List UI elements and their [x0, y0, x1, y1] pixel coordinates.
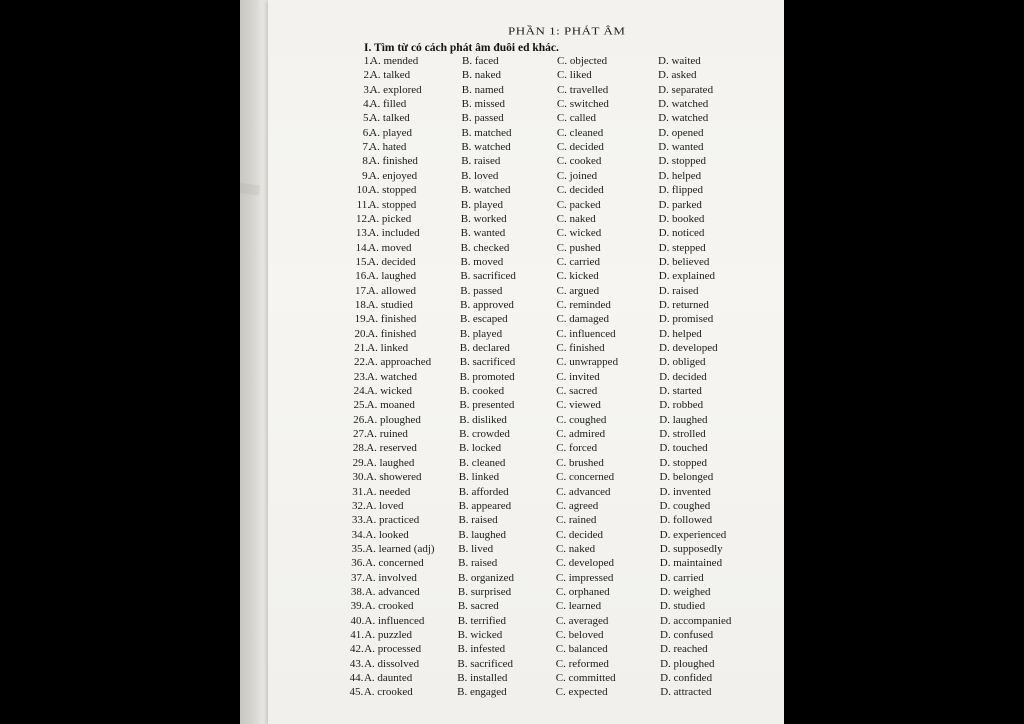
table-edge-shadow: [240, 174, 260, 195]
option-c: C. switched: [556, 98, 609, 111]
question-number: 20.: [354, 327, 369, 340]
option-d: D. opened: [658, 126, 704, 139]
question-row: [268, 184, 784, 198]
option-a: A. laughed: [367, 270, 417, 283]
option-a: A. stopped: [368, 198, 417, 211]
option-c: C. admired: [556, 428, 606, 441]
option-b: B. wicked: [457, 629, 503, 641]
option-b: B. installed: [457, 672, 508, 685]
question-row: [268, 155, 784, 169]
question-row: [268, 428, 784, 442]
option-d: D. attracted: [660, 686, 712, 699]
option-b: B. afforded: [458, 485, 509, 498]
option-a: A. ploughed: [366, 413, 421, 426]
option-d: D. followed: [659, 514, 713, 527]
option-d: D. wanted: [658, 141, 704, 154]
question-list: [268, 0, 784, 724]
question-number: 21.: [354, 342, 368, 354]
option-b: B. locked: [459, 442, 502, 455]
option-d: D. invented: [659, 485, 711, 498]
question-row: [268, 399, 784, 413]
option-a: A. stopped: [368, 184, 417, 197]
option-d: D. experienced: [659, 528, 727, 541]
part-title: PHẦN 1: PHÁT ÂM: [508, 25, 626, 37]
question-number: 34.: [351, 528, 366, 541]
option-a: A. allowed: [367, 284, 417, 297]
option-c: C. joined: [556, 169, 598, 182]
option-a: A. decided: [368, 255, 416, 268]
option-c: C. agreed: [556, 499, 599, 512]
option-a: A. included: [368, 227, 420, 240]
option-c: C. decided: [556, 184, 604, 197]
question-number: 42.: [350, 643, 364, 656]
question-row: [268, 313, 784, 327]
question-number: 23.: [353, 370, 368, 383]
option-c: C. impressed: [555, 571, 614, 584]
option-b: B. escaped: [460, 313, 508, 326]
option-a: A. daunted: [363, 672, 413, 685]
question-row: [268, 629, 784, 643]
option-d: D. belonged: [659, 471, 714, 484]
option-b: B. cleaned: [458, 456, 506, 469]
question-row: [268, 285, 784, 299]
option-d: D. believed: [658, 255, 710, 268]
option-c: C. argued: [556, 284, 600, 297]
question-number: 16.: [355, 270, 369, 283]
option-b: B. matched: [461, 126, 512, 139]
question-number: 22.: [354, 356, 368, 369]
option-a: A. watched: [366, 370, 417, 383]
option-a: A. moved: [368, 241, 412, 254]
option-d: D. helped: [658, 169, 702, 182]
option-b: B. played: [460, 198, 504, 211]
question-number: 44.: [349, 672, 364, 685]
question-number: 11.: [356, 198, 370, 211]
option-b: B. moved: [460, 255, 504, 268]
question-number: 32.: [352, 499, 366, 512]
option-d: D. flipped: [658, 184, 704, 197]
option-a: A. dissolved: [364, 657, 420, 670]
question-row: [268, 98, 784, 112]
option-a: A. ruined: [366, 428, 408, 441]
question-number: 24.: [353, 385, 368, 398]
question-row: [268, 529, 784, 543]
option-a: A. talked: [369, 69, 411, 82]
option-b: B. terrified: [457, 614, 506, 627]
option-c: C. carried: [556, 255, 600, 268]
question-row: [268, 500, 784, 514]
option-c: C. cooked: [556, 155, 602, 168]
question-number: 25.: [353, 399, 368, 412]
option-b: B. lived: [458, 542, 494, 555]
option-b: B. linked: [458, 471, 500, 484]
option-a: A. talked: [369, 112, 410, 125]
option-d: D. weighed: [659, 585, 711, 598]
option-a: A. enjoyed: [368, 169, 418, 182]
option-d: D. returned: [658, 298, 709, 311]
question-row: [268, 442, 784, 456]
option-a: A. finished: [367, 327, 417, 340]
option-d: D. watched: [658, 98, 709, 111]
option-c: C. finished: [556, 342, 605, 354]
question-row: [268, 170, 784, 184]
option-b: B. infested: [457, 643, 506, 656]
option-b: B. sacrificed: [460, 270, 516, 283]
option-d: D. touched: [659, 442, 708, 455]
option-c: C. influenced: [556, 327, 616, 340]
option-a: A. explored: [369, 83, 422, 96]
question-row: [268, 514, 784, 528]
option-d: D. booked: [658, 212, 705, 225]
option-c: C. pushed: [556, 241, 601, 254]
option-a: A. linked: [367, 342, 409, 354]
option-b: B. surprised: [457, 585, 512, 598]
option-c: C. liked: [556, 69, 592, 82]
option-a: A. crooked: [363, 686, 413, 699]
option-b: B. missed: [461, 98, 506, 111]
option-d: D. carried: [659, 571, 704, 584]
option-b: B. raised: [461, 155, 501, 168]
question-number: 29.: [352, 456, 367, 469]
section-heading: I. Tìm từ có cách phát âm đuôi ed khác.: [364, 42, 559, 54]
option-b: B. naked: [461, 69, 501, 82]
option-d: D. promised: [658, 313, 714, 326]
option-c: C. damaged: [556, 313, 609, 326]
option-a: A. moaned: [366, 399, 415, 412]
option-b: B. laughed: [458, 528, 507, 541]
option-d: D. coughed: [659, 499, 711, 512]
question-row: [268, 270, 784, 284]
question-number: 15.: [355, 255, 370, 268]
question-row: [268, 84, 784, 98]
question-row: [268, 586, 784, 600]
option-b: B. promoted: [459, 370, 515, 383]
question-row: [268, 356, 784, 370]
question-row: [268, 55, 784, 69]
option-d: D. laughed: [659, 413, 708, 426]
option-d: D. started: [659, 385, 702, 398]
option-c: C. objected: [557, 55, 608, 67]
option-a: A. advanced: [364, 585, 420, 598]
option-d: D. separated: [658, 83, 714, 96]
question-row: [268, 643, 784, 657]
option-a: A. crooked: [364, 600, 414, 613]
question-number: 5.: [362, 112, 372, 125]
option-d: D. stepped: [658, 241, 706, 254]
question-row: [268, 112, 784, 126]
question-number: 27.: [353, 428, 367, 441]
option-d: D. developed: [659, 342, 718, 354]
option-a: A. looked: [365, 528, 409, 541]
option-a: A. puzzled: [364, 629, 413, 641]
option-a: A. showered: [365, 471, 422, 484]
option-c: C. decided: [556, 528, 604, 541]
question-number: 40.: [350, 614, 365, 627]
question-number: 12.: [356, 212, 370, 225]
option-d: D. waited: [658, 55, 701, 67]
question-number: 14.: [355, 241, 370, 254]
question-number: 35.: [351, 542, 366, 555]
option-a: A. finished: [369, 155, 418, 168]
question-row: [268, 242, 784, 256]
question-number: 10.: [356, 184, 371, 197]
question-row: [268, 457, 784, 471]
option-a: A. processed: [364, 643, 422, 656]
option-a: A. approached: [367, 356, 432, 369]
paper-sheet: [268, 0, 784, 724]
question-row: [268, 328, 784, 342]
option-a: A. filled: [369, 98, 407, 111]
option-b: B. presented: [459, 399, 515, 412]
question-row: [268, 572, 784, 586]
option-b: B. sacrificed: [457, 657, 513, 670]
question-row: [268, 414, 784, 428]
option-a: A. finished: [367, 313, 417, 326]
option-d: D. noticed: [658, 227, 705, 240]
question-number: 38.: [350, 585, 365, 598]
option-d: D. helped: [658, 327, 702, 340]
option-a: A. studied: [367, 298, 413, 311]
option-d: D. stopped: [658, 155, 707, 168]
question-row: [268, 299, 784, 313]
option-d: D. parked: [658, 198, 702, 211]
option-a: A. played: [369, 126, 413, 139]
question-number: 17.: [355, 284, 369, 297]
question-number: 26.: [353, 413, 367, 426]
option-c: C. rained: [556, 514, 597, 527]
question-number: 39.: [350, 600, 365, 613]
option-a: A. laughed: [366, 456, 415, 469]
option-b: B. watched: [461, 141, 511, 154]
option-c: C. called: [556, 112, 596, 125]
option-c: C. advanced: [556, 485, 611, 498]
question-number: 19.: [354, 313, 369, 326]
option-a: A. learned (adj): [365, 542, 435, 555]
option-a: A. hated: [369, 141, 407, 154]
option-a: A. picked: [368, 212, 412, 225]
question-number: 2.: [363, 69, 372, 82]
question-number: 9.: [362, 169, 371, 182]
option-d: D. stopped: [659, 456, 708, 469]
option-a: A. influenced: [364, 614, 425, 627]
option-a: A. reserved: [366, 442, 417, 455]
question-number: 6.: [362, 126, 371, 139]
option-d: D. explained: [658, 270, 715, 283]
question-row: [268, 141, 784, 155]
option-b: B. raised: [458, 557, 498, 570]
option-c: C. committed: [555, 672, 616, 685]
option-c: C. packed: [556, 198, 601, 211]
option-c: C. viewed: [556, 399, 601, 412]
option-b: B. loved: [461, 169, 499, 182]
option-b: B. passed: [461, 112, 504, 125]
question-number: 45.: [349, 686, 364, 699]
question-number: 37.: [351, 571, 365, 584]
option-c: C. balanced: [555, 643, 608, 656]
option-b: B. watched: [461, 184, 511, 197]
question-number: 41.: [350, 629, 364, 641]
option-b: B. played: [459, 327, 503, 340]
option-d: D. raised: [658, 284, 699, 297]
option-a: A. concerned: [365, 557, 424, 570]
option-c: C. forced: [556, 442, 598, 455]
option-c: C. developed: [555, 557, 614, 570]
option-d: D. accompanied: [659, 614, 732, 627]
option-b: B. approved: [460, 298, 514, 311]
option-c: C. travelled: [556, 83, 609, 96]
option-c: C. learned: [555, 600, 602, 613]
option-d: D. supposedly: [659, 542, 723, 555]
option-c: C. sacred: [556, 385, 598, 398]
option-d: D. confided: [660, 672, 713, 685]
option-d: D. studied: [659, 600, 706, 613]
option-b: B. passed: [460, 284, 503, 297]
question-number: 7.: [362, 141, 371, 154]
option-c: C. averaged: [555, 614, 609, 627]
option-b: B. declared: [459, 342, 510, 354]
option-d: D. ploughed: [660, 657, 715, 670]
question-number: 18.: [354, 298, 369, 311]
question-row: [268, 557, 784, 571]
question-number: 33.: [351, 514, 366, 527]
question-row: [268, 600, 784, 614]
option-d: D. robbed: [659, 399, 704, 412]
option-c: C. beloved: [555, 629, 604, 641]
option-a: A. loved: [365, 499, 404, 512]
option-c: C. orphaned: [555, 585, 610, 598]
option-b: B. engaged: [457, 686, 507, 699]
option-c: C. cleaned: [556, 126, 604, 139]
option-d: D. watched: [658, 112, 709, 125]
option-d: D. maintained: [659, 557, 723, 570]
option-d: D. decided: [659, 370, 707, 383]
option-b: B. named: [461, 83, 504, 96]
question-number: 8.: [362, 155, 371, 168]
question-row: [268, 213, 784, 227]
option-d: D. confused: [660, 629, 714, 641]
option-c: C. kicked: [556, 270, 599, 283]
option-d: D. obliged: [659, 356, 706, 369]
question-number: 4.: [363, 98, 372, 111]
question-row: [268, 127, 784, 141]
question-number: 30.: [352, 471, 367, 484]
question-row: [268, 471, 784, 485]
question-number: 28.: [352, 442, 367, 455]
option-b: B. organized: [458, 571, 515, 584]
option-a: A. involved: [364, 571, 417, 584]
option-c: C. wicked: [556, 227, 602, 240]
option-a: A. practiced: [365, 514, 420, 527]
option-a: A. mended: [370, 55, 419, 67]
option-b: B. raised: [458, 514, 498, 527]
option-d: D. reached: [660, 643, 708, 656]
option-c: C. reminded: [556, 298, 611, 311]
question-row: [268, 69, 784, 83]
option-c: C. unwrapped: [556, 356, 619, 369]
question-row: [268, 486, 784, 500]
option-b: B. checked: [460, 241, 510, 254]
option-c: C. naked: [555, 542, 596, 555]
question-number: 13.: [355, 227, 370, 240]
option-a: A. wicked: [366, 385, 412, 398]
option-c: C. coughed: [556, 413, 607, 426]
option-b: B. cooked: [459, 385, 505, 398]
question-row: [268, 686, 784, 700]
option-a: A. needed: [365, 485, 411, 498]
option-d: D. strolled: [659, 428, 706, 441]
option-b: B. sacred: [457, 600, 499, 613]
question-row: [268, 342, 784, 356]
option-c: C. concerned: [556, 471, 615, 484]
question-row: [268, 371, 784, 385]
question-row: [268, 199, 784, 213]
option-b: B. disliked: [459, 413, 507, 426]
question-row: [268, 227, 784, 241]
question-number: 43.: [349, 657, 364, 670]
question-row: [268, 615, 784, 629]
question-number: 3.: [363, 83, 372, 96]
option-d: D. asked: [658, 69, 697, 82]
option-b: B. worked: [460, 212, 507, 225]
question-row: [268, 256, 784, 270]
option-b: B. wanted: [460, 227, 506, 240]
option-c: C. brushed: [556, 456, 604, 469]
photo-background: [240, 0, 784, 724]
option-b: B. faced: [462, 55, 499, 67]
question-number: 1.: [363, 55, 372, 67]
option-b: B. sacrificed: [459, 356, 516, 369]
option-b: B. appeared: [458, 499, 512, 512]
option-c: C. decided: [556, 141, 604, 154]
option-b: B. crowded: [459, 428, 510, 441]
option-c: C. naked: [556, 212, 596, 225]
question-row: [268, 543, 784, 557]
option-c: C. invited: [556, 370, 600, 383]
question-row: [268, 385, 784, 399]
option-c: C. reformed: [555, 657, 609, 670]
question-row: [268, 658, 784, 672]
question-row: [268, 672, 784, 686]
question-number: 31.: [352, 485, 366, 498]
option-c: C. expected: [555, 686, 608, 699]
question-number: 36.: [351, 557, 365, 570]
